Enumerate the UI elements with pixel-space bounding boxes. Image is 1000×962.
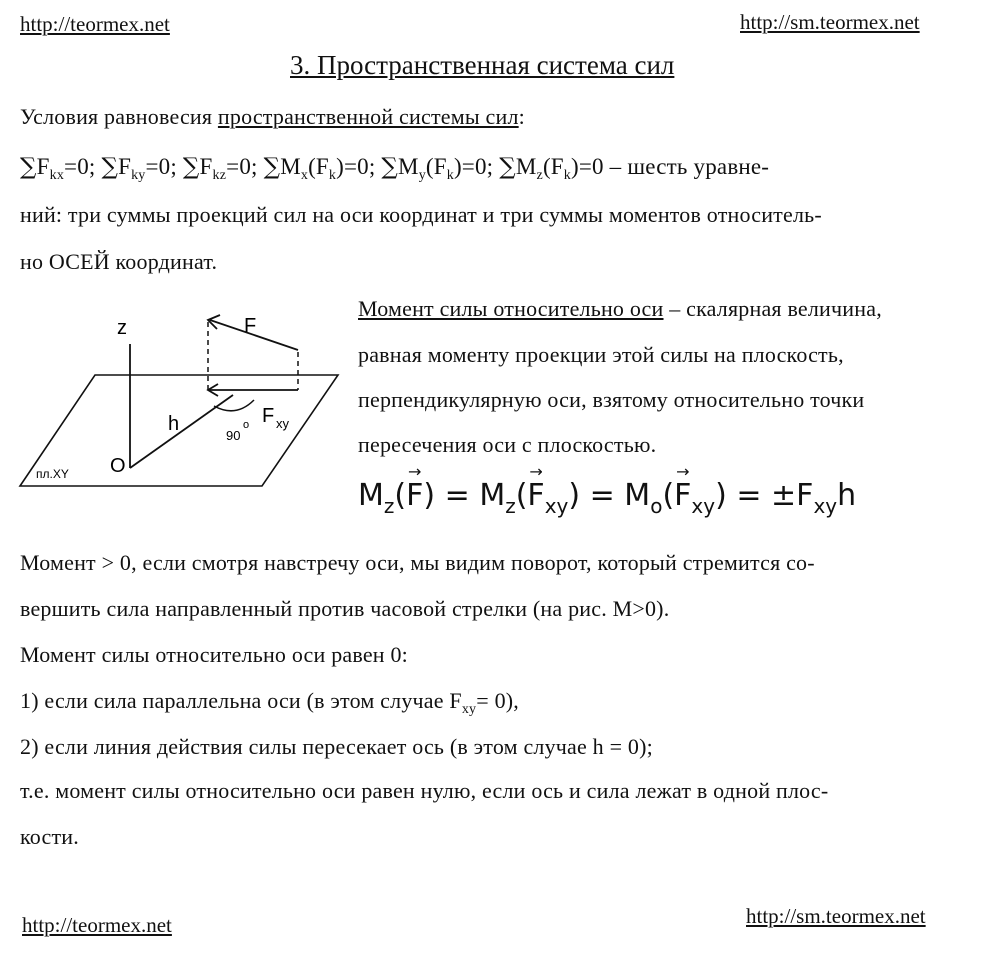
body-line-6: т.е. момент силы относительно оси равен нулю, если ось и сила лежат в одной плос- <box>20 778 829 803</box>
equations-desc-2: но ОСЕЙ координат. <box>20 249 218 274</box>
Fxy-sub-label: xy <box>276 416 289 431</box>
body-line-4 <box>20 688 519 717</box>
eq-F: F <box>36 154 50 179</box>
formula-paren: ) <box>715 478 727 513</box>
vector-arrow: → <box>676 462 690 481</box>
formula-M: M <box>624 478 651 513</box>
definition-line-3: перпендикулярную оси, взятому относительно точки <box>358 387 865 412</box>
eq-sub-kx: kx <box>49 168 65 183</box>
intro-suffix: : <box>518 104 525 129</box>
degree-label: o <box>243 419 250 431</box>
formula-F: F <box>674 478 692 513</box>
z-label: z <box>117 317 127 339</box>
h-line <box>130 395 233 468</box>
formula-sub-z: z <box>383 494 395 518</box>
footer-link-teormex[interactable]: http://teormex.net <box>22 913 172 937</box>
definition-line-2: равная моменту проекции этой силы на плоскость, <box>358 342 844 367</box>
definition-rest: – скалярная величина, <box>663 296 882 321</box>
angle-label: 90 <box>226 428 241 443</box>
formula-eq: = <box>435 478 480 513</box>
sigma-symbol: ∑ <box>263 154 281 180</box>
formula-sub-xy: xy <box>813 494 838 518</box>
body-line-3: Момент силы относительно оси равен 0: <box>20 642 408 667</box>
definition-term: Момент силы относительно оси <box>358 296 664 321</box>
eq-Fk: (F <box>542 154 564 179</box>
eq-close-last: )=0 <box>571 154 604 179</box>
formula-paren: ( <box>515 478 528 513</box>
eq-sub-z: z <box>536 168 543 183</box>
eq-sub-k: k <box>563 168 571 183</box>
sigma-symbol: ∑ <box>182 154 200 180</box>
sigma-symbol: ∑ <box>20 154 37 180</box>
formula-h: h <box>837 478 857 513</box>
body-line-4-post: = 0), <box>476 688 519 713</box>
F-label: F <box>244 315 257 337</box>
plane-label: пл.XY <box>36 467 69 481</box>
formula-sub-z: z <box>505 494 516 518</box>
body-line-2: вершить сила направленный против часовой стрелки (на рис. М>0). <box>20 596 670 621</box>
eq-sub-y: y <box>418 168 426 183</box>
eq-M: M <box>280 154 301 179</box>
formula-sub-xy: xy <box>544 494 569 518</box>
eq-sub-k: k <box>446 168 454 183</box>
eq-zero: =0; <box>145 154 177 179</box>
eq-zero: =0; <box>226 154 258 179</box>
vector-arrow: → <box>408 462 422 481</box>
formula-F: F <box>406 478 424 513</box>
eq-Fk: (F <box>308 154 329 179</box>
sigma-symbol: ∑ <box>499 154 516 180</box>
intro-line <box>20 104 525 130</box>
formula-paren: ) <box>423 478 436 513</box>
vector-F <box>527 462 545 513</box>
definition-line-4: пересечения оси с плоскостью. <box>358 432 657 457</box>
equilibrium-equations <box>20 154 770 183</box>
h-label: h <box>168 413 180 435</box>
formula-sub-o: o <box>650 494 663 518</box>
vector-F <box>406 462 424 513</box>
body-line-1: Момент > 0, если смотря навстречу оси, мы видим поворот, который стремится со- <box>20 550 815 575</box>
equations-desc-1: ний: три суммы проекций сил на оси координат и три суммы моментов относитель- <box>20 202 822 227</box>
right-angle-arc <box>214 400 254 411</box>
eq-tail: – шесть уравне- <box>603 154 770 179</box>
footer-link-sm-teormex[interactable]: http://sm.teormex.net <box>746 904 926 928</box>
formula-eq: = <box>726 478 772 513</box>
eq-sub-x: x <box>300 168 309 183</box>
eq-close: )=0; <box>453 154 494 179</box>
formula-pm: ± <box>771 478 797 513</box>
body-line-4-pre: 1) если сила параллельна оси (в этом случае F <box>20 688 462 713</box>
eq-M: M <box>515 154 537 179</box>
eq-M: M <box>398 154 419 179</box>
intro-prefix: Условия равновесия <box>20 104 218 129</box>
formula-sub-xy: xy <box>691 494 716 518</box>
formula-paren: ) <box>568 478 581 513</box>
eq-Fk: (F <box>425 154 447 179</box>
body-line-7: кости. <box>20 824 79 849</box>
formula-eq: = <box>580 478 625 513</box>
eq-sub-kz: kz <box>212 168 227 183</box>
sigma-symbol: ∑ <box>101 154 119 180</box>
body-line-5: 2) если линия действия силы пересекает ось (в этом случае h = 0); <box>20 734 653 759</box>
page-title: 3. Пространственная система сил <box>290 50 675 80</box>
formula-F: F <box>796 478 814 513</box>
eq-F: F <box>118 154 132 179</box>
O-label: O <box>110 455 126 477</box>
moment-formula <box>358 462 857 518</box>
formula-M: M <box>358 478 384 513</box>
definition-line-1 <box>358 296 882 322</box>
vector-F <box>674 462 692 513</box>
eq-F: F <box>199 154 213 179</box>
moment-figure <box>0 300 345 500</box>
vector-arrow: → <box>529 462 543 481</box>
eq-sub-ky: ky <box>131 168 146 183</box>
formula-M: M <box>479 478 506 513</box>
sigma-symbol: ∑ <box>381 154 399 180</box>
header-link-sm-teormex[interactable]: http://sm.teormex.net <box>740 10 920 34</box>
Fxy-label: F <box>262 405 275 427</box>
eq-zero: =0; <box>64 154 96 179</box>
header-link-teormex[interactable]: http://teormex.net <box>20 12 170 36</box>
formula-paren: ( <box>662 478 675 513</box>
intro-underlined: пространственной системы сил <box>217 104 519 129</box>
eq-sub-k: k <box>328 168 337 183</box>
eq-close: )=0; <box>336 154 376 179</box>
body-line-4-sub: xy <box>461 702 477 717</box>
formula-F: F <box>527 478 545 513</box>
formula-paren: ( <box>394 478 407 513</box>
